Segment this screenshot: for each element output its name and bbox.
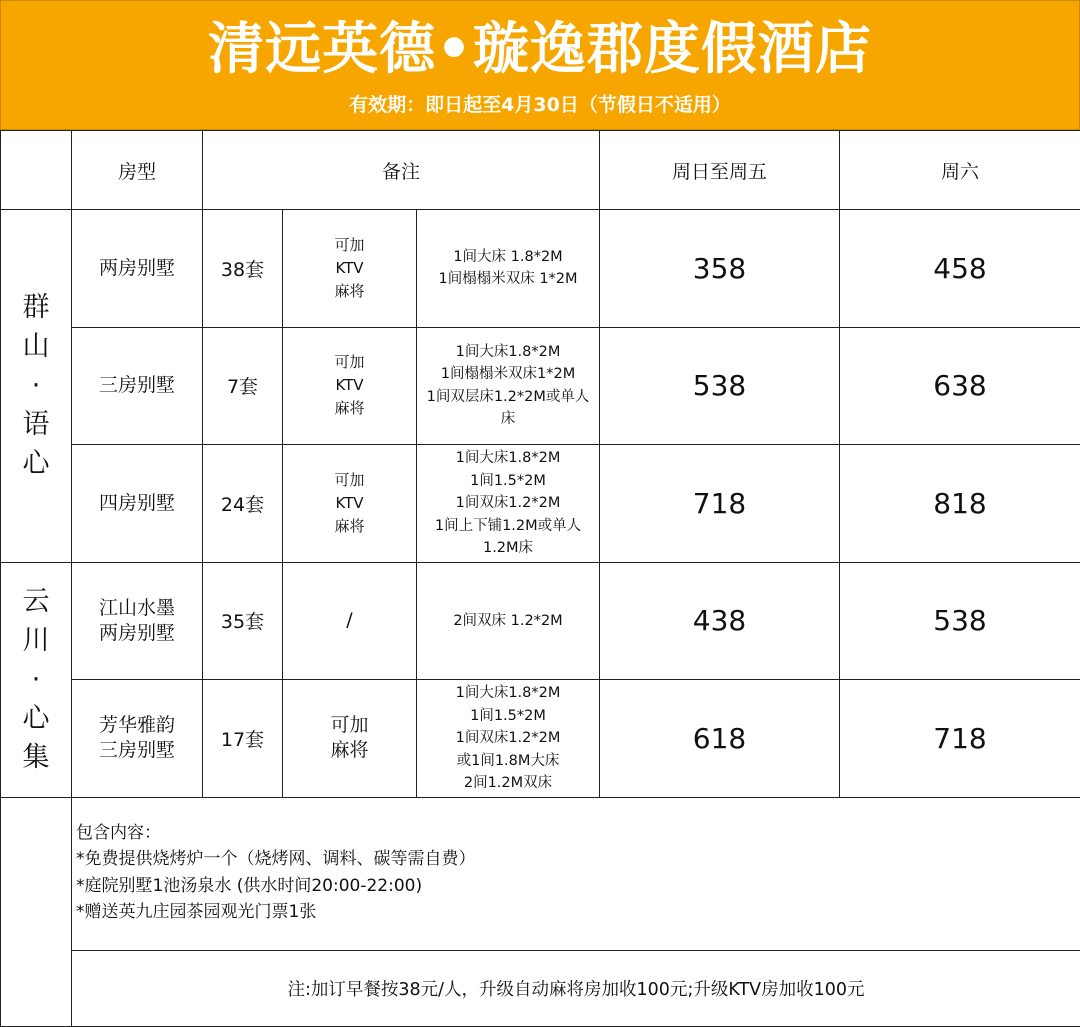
validity-subtitle: 有效期：即日起至4月30日（节假日不适用） [349, 94, 731, 116]
table-row [1, 210, 1080, 328]
table-header-row [1, 131, 1080, 210]
footer-blank-cell [1, 797, 72, 1026]
unit-count-cell: 24套 [203, 445, 283, 563]
saturday-price: 638 [840, 327, 1080, 445]
unit-count-cell: 38套 [203, 210, 283, 328]
includes-item: *免费提供烧烤炉一个（烧烤网、调料、碳等需自费） [76, 849, 476, 869]
header-blank-cell [1, 131, 72, 210]
header-weekday: 周日至周五 [600, 131, 840, 210]
group-label-yunchuan: 云 川 · 心 集 [1, 562, 72, 797]
room-type-cell: 三房别墅 [72, 327, 203, 445]
unit-count-cell: 17套 [203, 680, 283, 798]
extras-cell: / [283, 562, 417, 680]
saturday-price: 538 [840, 562, 1080, 680]
includes-row [1, 797, 1080, 950]
table-row [1, 327, 1080, 445]
group-label-qunshan: 群 山 · 语 心 [1, 210, 72, 563]
price-table [0, 130, 1080, 1027]
saturday-price: 458 [840, 210, 1080, 328]
saturday-price: 818 [840, 445, 1080, 563]
bed-config-cell: 1间大床 1.8*2M 1间榻榻米双床 1*2M [417, 210, 600, 328]
weekday-price: 618 [600, 680, 840, 798]
table-row [1, 445, 1080, 563]
extras-cell: 可加 KTV 麻将 [283, 327, 417, 445]
bed-config-cell: 1间大床1.8*2M 1间榻榻米双床1*2M 1间双层床1.2*2M或单人 床 [417, 327, 600, 445]
saturday-price: 718 [840, 680, 1080, 798]
extras-cell: 可加 KTV 麻将 [283, 445, 417, 563]
header-remarks: 备注 [203, 131, 600, 210]
footer-note: 注:加订早餐按38元/人，升级自动麻将房加收100元;升级KTV房加收100元 [72, 950, 1080, 1026]
includes-item: *庭院别墅1池汤泉水 (供水时间20:00-22:00) [76, 875, 423, 896]
room-type-cell: 江山水墨 两房别墅 [72, 562, 203, 680]
header-saturday: 周六 [840, 131, 1080, 210]
bed-config-cell: 2间双床 1.2*2M [417, 562, 600, 680]
includes-heading: 包含内容： [76, 822, 161, 843]
table-row [1, 680, 1080, 798]
includes-item: *赠送英九庄园茶园观光门票1张 [76, 902, 317, 922]
room-type-cell: 两房别墅 [72, 210, 203, 328]
bed-config-cell: 1间大床1.8*2M 1间1.5*2M 1间双床1.2*2M 1间上下铺1.2M或单人 1.2M床 [417, 445, 600, 563]
unit-count-cell: 35套 [203, 562, 283, 680]
header-banner [0, 0, 1080, 130]
extras-cell: 可加 麻将 [283, 680, 417, 798]
weekday-price: 358 [600, 210, 840, 328]
page-title: 清远英德•璇逸郡度假酒店 [208, 17, 872, 82]
header-room-type: 房型 [72, 131, 203, 210]
room-type-cell: 四房别墅 [72, 445, 203, 563]
unit-count-cell: 7套 [203, 327, 283, 445]
weekday-price: 718 [600, 445, 840, 563]
room-type-cell: 芳华雅韵 三房别墅 [72, 680, 203, 798]
table-row [1, 562, 1080, 680]
extras-cell: 可加 KTV 麻将 [283, 210, 417, 328]
weekday-price: 538 [600, 327, 840, 445]
note-row [1, 950, 1080, 1026]
includes-section [72, 797, 1080, 950]
weekday-price: 438 [600, 562, 840, 680]
bed-config-cell: 1间大床1.8*2M 1间1.5*2M 1间双床1.2*2M 或1间1.8M大床 2间1.2M双床 [417, 680, 600, 798]
